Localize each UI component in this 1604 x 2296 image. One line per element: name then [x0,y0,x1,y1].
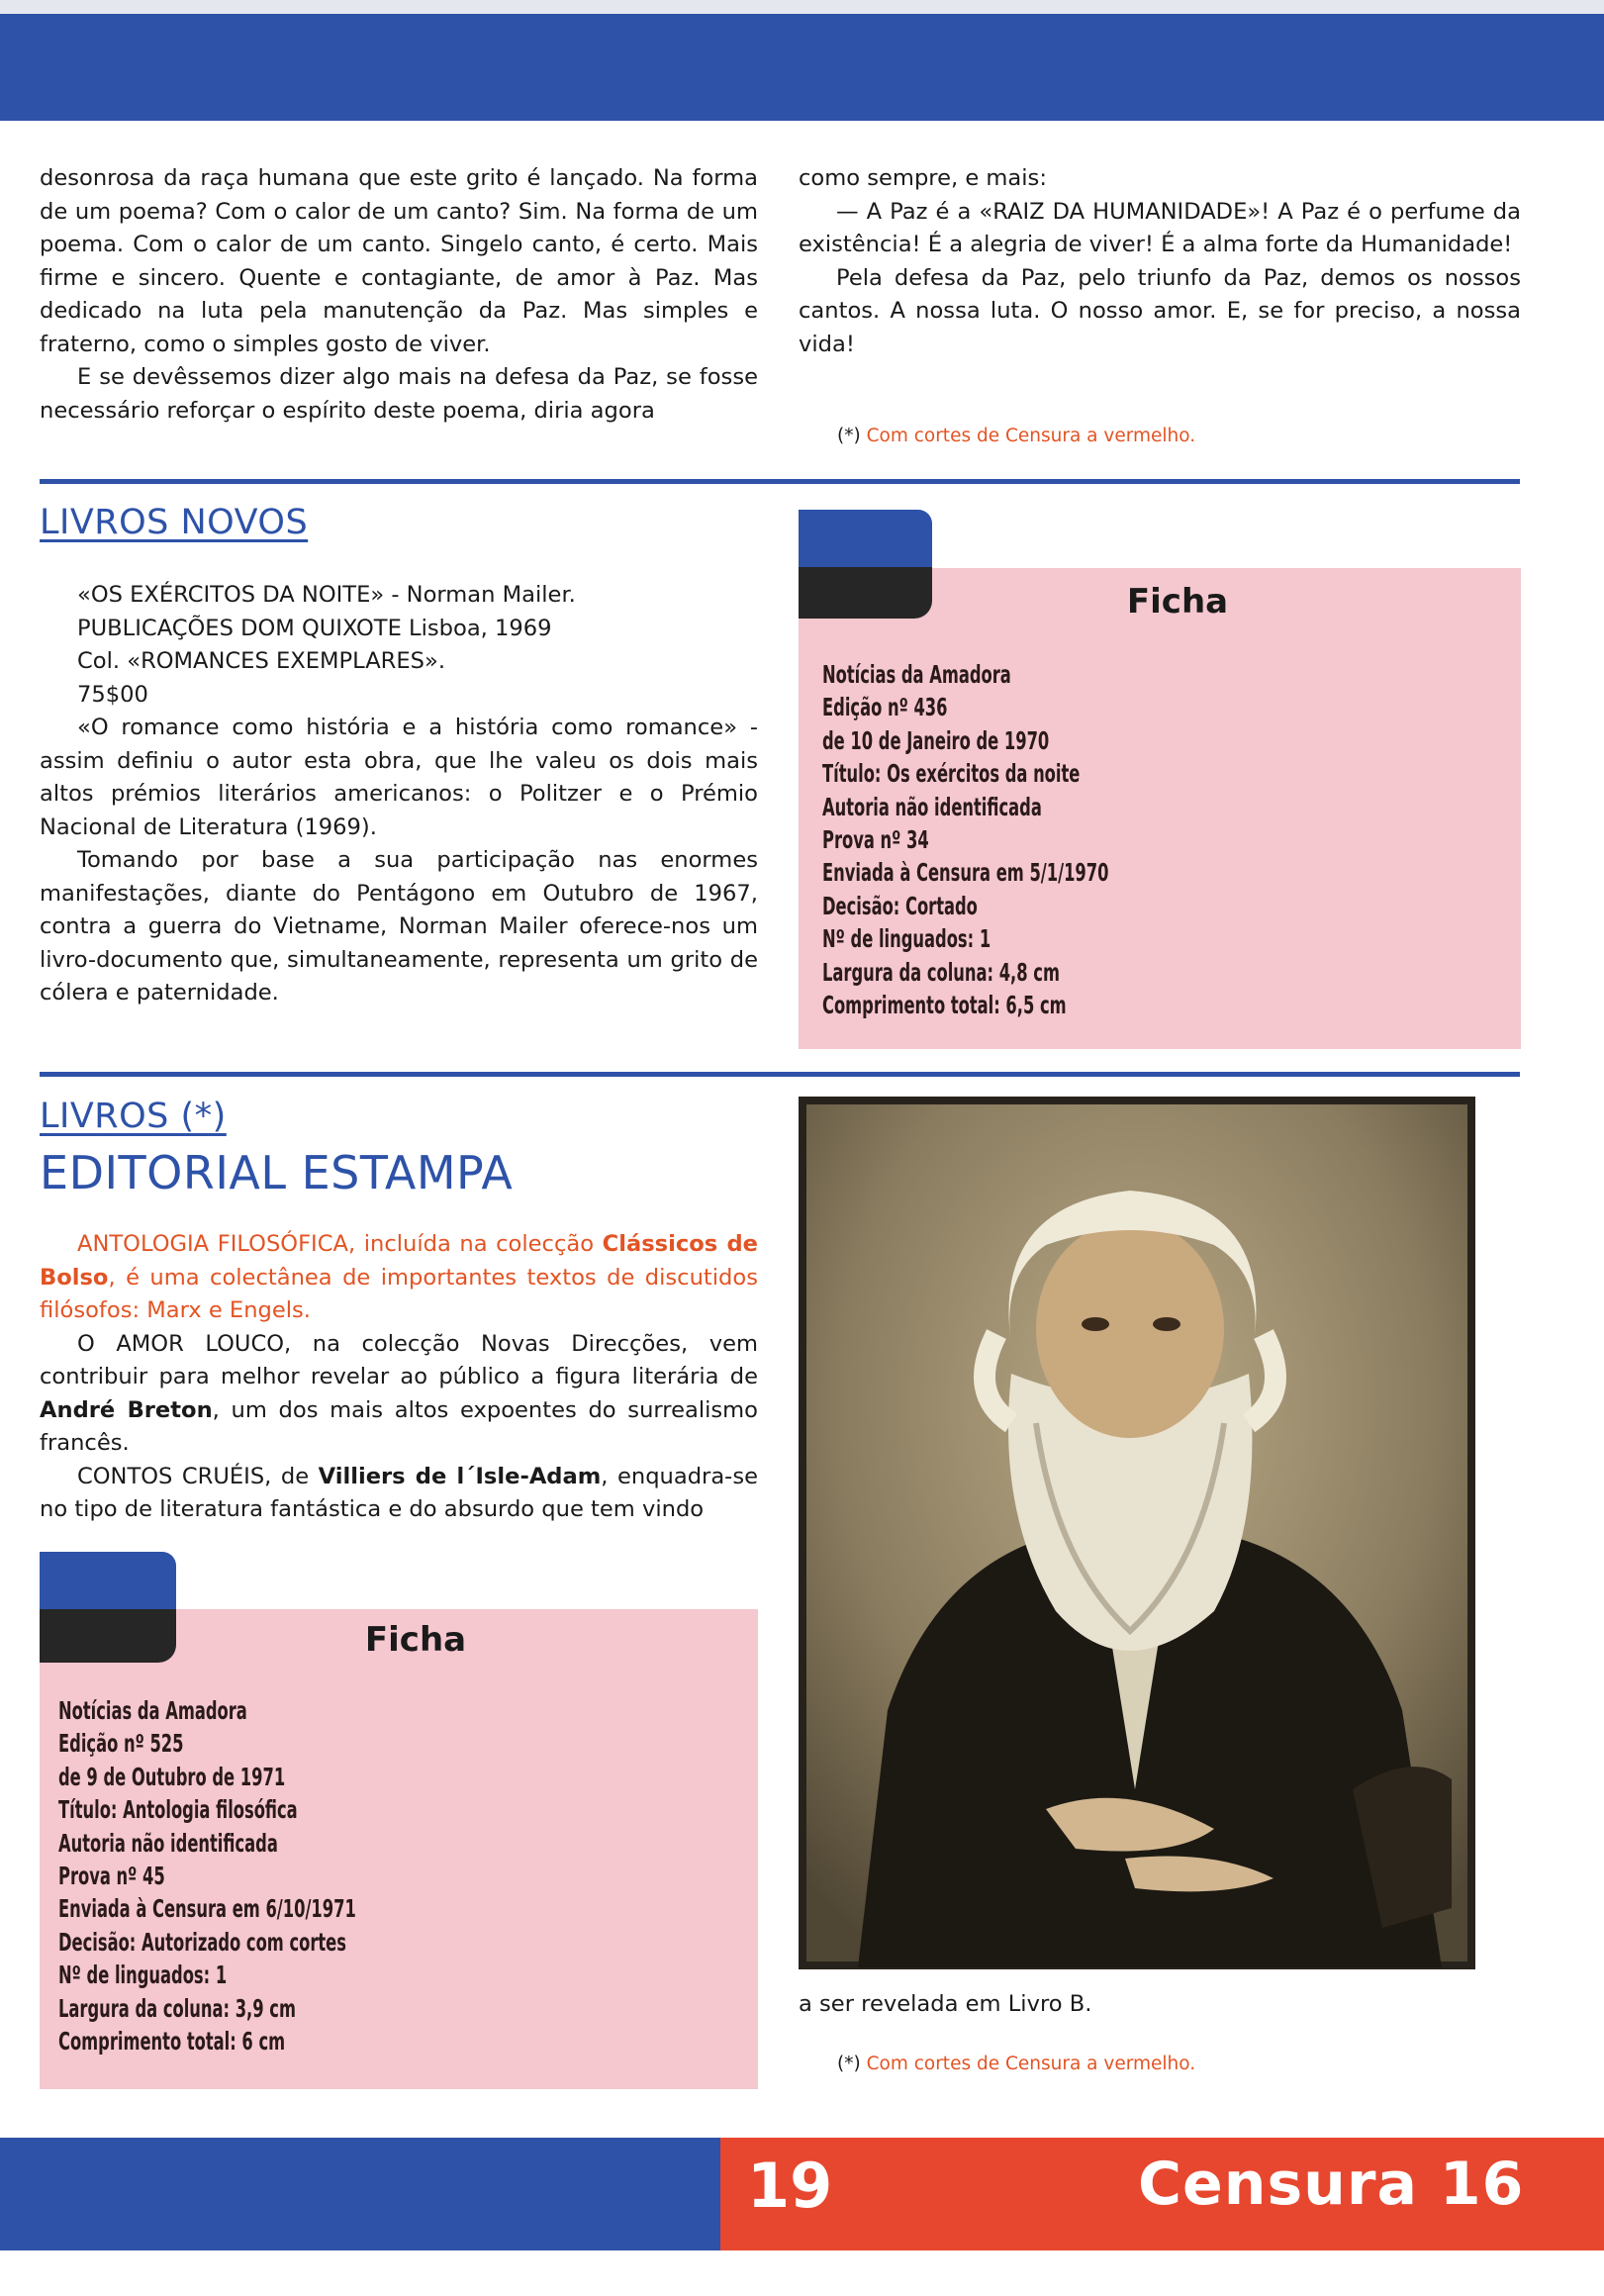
footnote-text: Com cortes de Censura a vermelho. [866,2054,1196,2074]
paragraph: — A Paz é a «RAIZ DA HUMANIDADE»! A Paz é o perfume da existência! É a alegria de viver! É a alma forte da Humanidade! [799,198,1521,257]
ficha-line: Prova nº 34 [822,825,929,855]
ficha-title: Ficha [364,1620,467,1660]
ficha-line: de 9 de Outubro de 1971 [58,1762,286,1791]
top-banner [0,0,1604,121]
top-right-column [799,162,1521,361]
paragraph: Tomando por base a sua participação nas enormes manifestações, diante do Pentágono em Outubro de 1967, contra a guerra do Vietname, Norman Mailer oferece-nos um livro-documento que, simultaneamente, representa um grito de cólera e paternidade. [40,847,758,1005]
book-price: 75$00 [77,681,148,708]
footnote-mark: (*) [837,2054,861,2074]
ficha-details [822,658,1108,1021]
footnote-text: Com cortes de Censura a vermelho. [866,426,1196,446]
paragraph: «O romance como história e a história como romance» - assim definiu o autor esta obra, que lhe valeu os dois mais altos prémios literários americanos: o Politzer e o Prémio Nacional de Literatura (1969). [40,715,758,840]
paragraph: como sempre, e mais: [799,165,1047,191]
book-info-line: PUBLICAÇÕES DOM QUIXOTE Lisboa, 1969 [77,615,552,641]
text-span: ANTOLOGIA FILOSÓFICA, incluída na colecção [77,1231,603,1257]
paragraph [40,1328,758,1461]
ficha-line: de 10 de Janeiro de 1970 [822,725,1050,755]
paragraph: desonrosa da raça humana que este grito é lançado. Na forma de um poema? Com o calor de um canto? Sim. Na forma de um poema. Com o calor de um canto. Singelo canto, é certo. Mais firme e sincero. Quente e contagiante, de amor à Paz. Mas dedicado na luta pela manutenção da Paz. Mas simples e fraterno, como o simples gosto de viver. [40,165,758,357]
ficha-tab-dark [799,567,932,619]
paragraph: Pela defesa da Paz, pelo triunfo da Paz, demos os nossos cantos. A nossa luta. O nosso amor. E, se for preciso, a nossa vida! [799,264,1521,357]
portrait-photo [799,1097,1475,1969]
book-info-line: Col. «ROMANCES EXEMPLARES». [77,648,446,674]
footer-bar-blue [0,2138,720,2250]
section-divider [40,479,1520,484]
footnote-mark: (*) [837,426,861,446]
ficha-line: Enviada à Censura em 5/1/1970 [822,858,1109,888]
book-info-line: «OS EXÉRCITOS DA NOITE» - Norman Mailer. [77,582,576,608]
ficha-line: Nº de linguados: 1 [822,924,991,954]
page-number: 19 [747,2150,833,2222]
section-divider [40,1072,1520,1077]
section-heading-livros: LIVROS (*) [40,1097,227,1136]
ficha-tab-blue [40,1552,176,1609]
ficha-line: Autoria não identificada [822,792,1042,821]
ficha-title: Ficha [1126,582,1229,622]
portrait-illustration [799,1097,1475,1969]
text-span-bold: Villiers de l´Isle-Adam [318,1463,602,1489]
ficha-line: Decisão: Autorizado com cortes [58,1927,346,1957]
ficha-line: Edição nº 525 [58,1729,184,1759]
paragraph: E se devêssemos dizer algo mais na defesa da Paz, se fosse necessário reforçar o espírito deste poema, diria agora [40,364,758,424]
text-span-bold: André Breton [40,1396,213,1423]
footnote-bottom [837,2054,1195,2074]
ficha-line: Título: Os exércitos da noite [822,759,1081,789]
section-heading-livros-novos: LIVROS NOVOS [40,503,309,542]
ficha-line: Notícias da Amadora [58,1696,247,1725]
ficha-details [58,1694,356,2057]
text-span: CONTOS CRUÉIS, de [77,1463,319,1489]
livros-novos-text [40,579,758,1010]
text-span: , enquadra-se no tipo de literatura fantástica e do absurdo que tem vindo [40,1463,758,1522]
publication-title: Censura 16 [1138,2150,1525,2219]
text-span: O AMOR LOUCO, na colecção Novas Direcções, vem contribuir para melhor revelar ao público a figura literária de [40,1330,758,1389]
ficha-line: Enviada à Censura em 6/10/1971 [58,1894,356,1924]
ficha-line: Comprimento total: 6 cm [58,2027,286,2057]
ficha-line: Título: Antologia filosófica [58,1795,298,1825]
ficha-tab-blue [799,510,932,567]
livros-text [40,1228,758,1527]
text-span-bold: Clássicos de Bolso [40,1231,758,1291]
ficha-line: Nº de linguados: 1 [58,1961,228,1990]
ficha-line: Comprimento total: 6,5 cm [822,991,1067,1020]
top-left-column [40,162,758,428]
section-subheading-editorial-estampa: EDITORIAL ESTAMPA [40,1146,514,1199]
continuation-text: a ser revelada em Livro B. [799,1991,1092,2017]
ficha-line: Notícias da Amadora [822,660,1011,689]
ficha-line: Decisão: Cortado [822,891,978,920]
top-banner-edge [0,0,1604,14]
footnote-top [837,426,1195,446]
ficha-line: Largura da coluna: 3,9 cm [58,1993,296,2023]
paragraph [40,1461,758,1527]
paragraph-censored [40,1228,758,1328]
text-span: , um dos mais altos expoentes do surrealismo francês. [40,1396,758,1456]
ficha-line: Edição nº 436 [822,693,948,722]
ficha-line: Prova nº 45 [58,1862,165,1891]
text-span: , é uma colectânea de importantes textos de discutidos filósofos: Marx e Engels. [40,1264,758,1323]
ficha-line: Autoria não identificada [58,1828,278,1858]
ficha-line: Largura da coluna: 4,8 cm [822,957,1060,987]
ficha-tab-dark [40,1609,176,1663]
